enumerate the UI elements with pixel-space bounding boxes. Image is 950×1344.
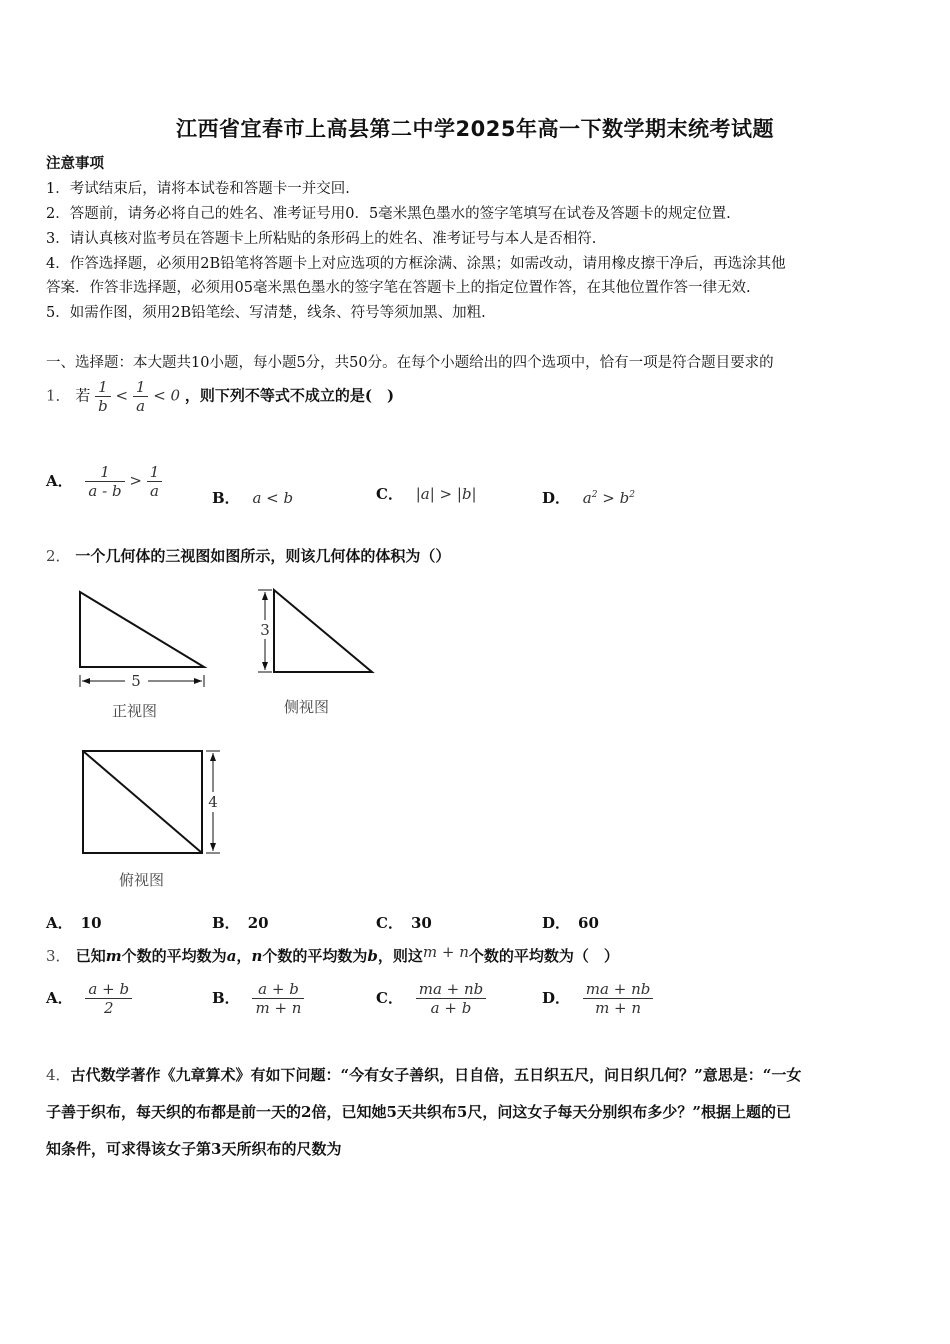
notice-item: 答案．作答非选择题，必须用05毫米黑色墨水的签字笔在答题卡上的指定位置作答，在其他位置作答一律无效. (46, 280, 751, 296)
notice-item: 3．请认真核对监考员在答题卡上所粘贴的条形码上的姓名、准考证号与本人是否相符. (46, 231, 597, 247)
q2-option-a: A． 10 (46, 914, 102, 932)
option-fraction: $\frac{a + b}{2}$ (85, 980, 132, 1017)
q4-text-line: 古代数学著作《九章算术》有如下问题：“今有女子善织，日自倍，五日织五尺，问日织几何？”意思是：“一女 (70, 1066, 802, 1084)
q3-option-a (46, 980, 132, 1017)
notice-heading: 注意事项 (46, 155, 104, 172)
option-label: B． (212, 988, 240, 1007)
notice-item: 4．作答选择题，必须用2B铅笔将答题卡上对应选项的方框涂满、涂黑；如需改动，请用橡皮擦干净后，再选涂其他 (46, 256, 786, 272)
q1-suffix: ，则下列不等式不成立的是( ) (184, 386, 395, 405)
question-2 (46, 545, 450, 566)
option-fraction: $\frac{ma + nb}{a + b}$ (416, 980, 487, 1017)
q3-option-b (212, 980, 304, 1017)
side-dimension: 3 (260, 621, 270, 639)
front-view (80, 592, 204, 690)
option-fraction: $\frac{a + b}{m + n}$ (252, 980, 304, 1017)
option-label: C． (376, 988, 403, 1007)
option-expression: |a| > |b| (415, 485, 477, 503)
q4-text-line: 知条件，可求得该女子第3天所织布的尺数为 (46, 1140, 342, 1158)
option-expression: $a^2 > b^2$ (582, 489, 635, 507)
q1-option-b (212, 487, 293, 508)
q1-option-c (376, 483, 477, 504)
top-view-label: 俯视图 (119, 871, 165, 889)
q2-option-d: D． 60 (542, 914, 599, 932)
option-label: B． (212, 489, 240, 507)
q2-option-c: C． 30 (376, 914, 432, 932)
notice-item: 1．考试结束后，请将本试卷和答题卡一并交回. (46, 181, 350, 197)
q1-option-d (542, 487, 635, 508)
question-1 (46, 378, 394, 415)
q3-option-c (376, 980, 486, 1017)
option-label: D． (542, 489, 571, 507)
top-view (83, 751, 220, 853)
top-dimension: 4 (208, 793, 218, 811)
question-number: 4． (46, 1066, 71, 1084)
page-title: 江西省宜春市上高县第二中学2025年高一下数学期末统考试题 (176, 117, 774, 141)
option-operator: > (129, 471, 142, 490)
q1-option-a (46, 463, 162, 500)
option-label: C． (376, 485, 403, 503)
q4-text-line: 子善于织布，每天织的布都是前一天的2倍，已知她5天共织布5尺，问这女子每天分别织布多少？”根据上题的已 (46, 1103, 791, 1121)
question-4 (46, 1064, 801, 1085)
question-number: 1． (46, 386, 71, 405)
q1-cond-lt: < (115, 386, 129, 405)
question-number: 2． (46, 547, 71, 565)
side-view (258, 590, 372, 672)
question-number: 3． (46, 947, 71, 965)
q3-option-d (542, 980, 653, 1017)
section-heading: 一、选择题：本大题共10小题，每小题5分，共50分。在每个小题给出的四个选项中，恰有一项是符合题目要求的 (46, 355, 774, 371)
q1-cond-fraction-2: $\frac{1}{a}$ (133, 378, 149, 415)
option-label: A． (46, 988, 73, 1007)
q2-text: 一个几何体的三视图如图所示，则该几何体的体积为（） (75, 547, 451, 565)
option-fraction: $\frac{1}{a}$ (147, 463, 163, 500)
q1-prefix: 若 (75, 386, 91, 405)
option-fraction: $\frac{ma + nb}{m + n}$ (583, 980, 654, 1017)
option-fraction: $\frac{1}{a - b}$ (85, 463, 124, 500)
q2-option-b: B． 20 (212, 914, 269, 932)
option-label: D． (542, 988, 571, 1007)
notice-item: 2．答题前，请务必将自己的姓名、准考证号用0．5毫米黑色墨水的签字笔填写在试卷及答题卡的规定位置. (46, 206, 731, 222)
question-3: 3． 已知m个数的平均数为a，n个数的平均数为b，则这m + n个数的平均数为（ ） (46, 943, 619, 965)
option-expression: a < b (252, 489, 294, 507)
q1-cond-fraction-1: $\frac{1}{b}$ (95, 378, 111, 415)
front-dimension: 5 (131, 672, 141, 690)
q1-cond-tail: < 0 (153, 386, 181, 405)
option-label: A． (46, 471, 73, 490)
three-view-figure (0, 575, 420, 905)
side-view-label: 侧视图 (284, 698, 330, 716)
front-view-label: 正视图 (112, 702, 158, 720)
notice-item: 5．如需作图，须用2B铅笔绘、写清楚，线条、符号等须加黑、加粗. (46, 305, 486, 321)
